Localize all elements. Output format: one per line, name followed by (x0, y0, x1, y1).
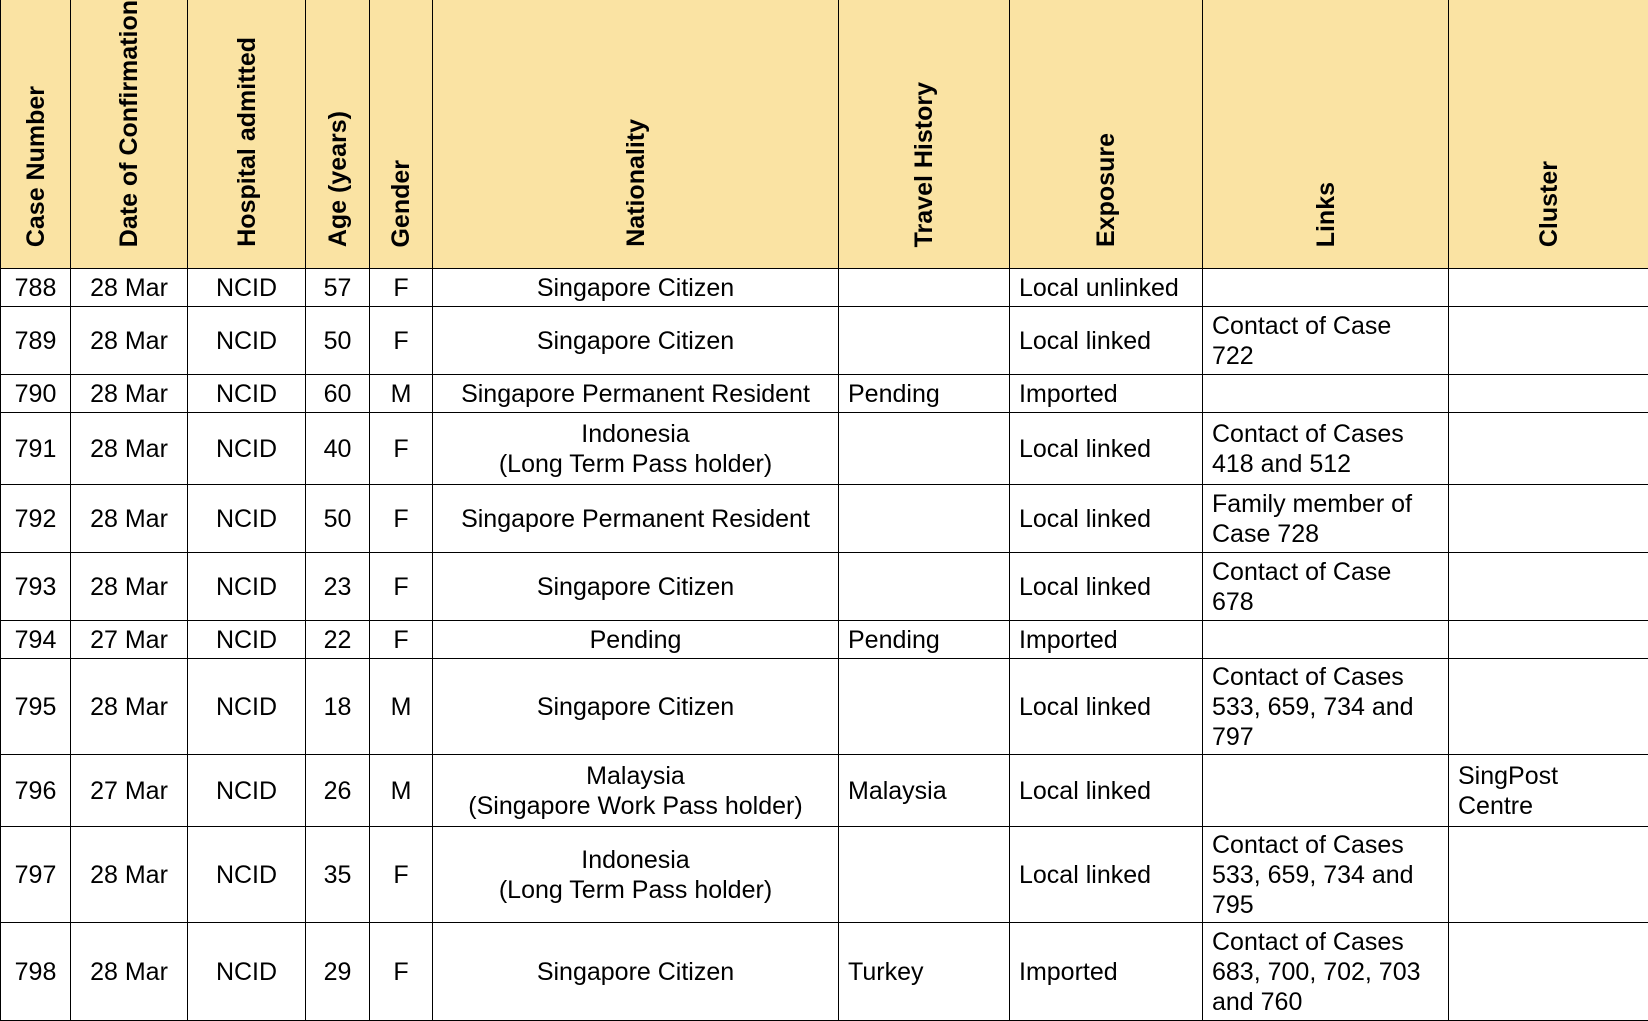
date-cell (71, 553, 188, 621)
age-value: 50 (324, 327, 352, 355)
hospital-cell (188, 553, 306, 621)
table-row (1, 621, 1648, 659)
links-value: Contact of Case 722 (1212, 312, 1391, 370)
hospital-cell (188, 413, 306, 485)
links-cell (1203, 553, 1449, 621)
gender-cell (370, 375, 433, 413)
links-value: Contact of Cases 533, 659, 734 and 797 (1212, 663, 1414, 751)
case-cell (1, 307, 71, 375)
age-cell (306, 923, 370, 1021)
date-value: 27 Mar (90, 626, 168, 654)
hospital-value: NCID (216, 626, 277, 654)
age-cell (306, 659, 370, 755)
hospital-cell (188, 375, 306, 413)
nationality-value: Singapore Citizen (537, 958, 734, 986)
exposure-value: Local linked (1019, 777, 1151, 805)
links-cell (1203, 923, 1449, 1021)
gender-value: F (393, 958, 408, 986)
nationality-cell (433, 659, 839, 755)
nationality-value: Singapore Permanent Resident (461, 380, 810, 408)
travel-cell (839, 269, 1010, 307)
gender-value: F (393, 505, 408, 533)
table-row (1, 413, 1648, 485)
date-cell (71, 755, 188, 827)
date-cell (71, 659, 188, 755)
case-value: 790 (15, 380, 57, 408)
case-value: 794 (15, 626, 57, 654)
nationality-cell (433, 307, 839, 375)
gender-value: F (393, 861, 408, 889)
date-cell (71, 413, 188, 485)
header-case-number-label: Case Number (21, 86, 51, 261)
travel-value: Turkey (848, 958, 923, 986)
case-cell (1, 375, 71, 413)
hospital-cell (188, 485, 306, 553)
exposure-value: Local linked (1019, 861, 1151, 889)
age-value: 22 (324, 626, 352, 654)
exposure-value: Imported (1019, 626, 1118, 654)
case-cell (1, 413, 71, 485)
exposure-cell (1010, 375, 1203, 413)
exposure-value: Local linked (1019, 573, 1151, 601)
links-value: Contact of Case 678 (1212, 558, 1391, 616)
hospital-cell (188, 307, 306, 375)
age-value: 40 (324, 435, 352, 463)
travel-cell (839, 923, 1010, 1021)
hospital-cell (188, 621, 306, 659)
exposure-value: Local linked (1019, 327, 1151, 355)
nationality-value: Singapore Citizen (537, 327, 734, 355)
case-value: 793 (15, 573, 57, 601)
nationality-cell (433, 827, 839, 923)
gender-value: F (393, 435, 408, 463)
age-cell (306, 553, 370, 621)
header-links-label: Links (1311, 182, 1341, 261)
gender-cell (370, 659, 433, 755)
nationality-cell (433, 755, 839, 827)
links-cell (1203, 755, 1449, 827)
header-travel-history-label: Travel History (909, 82, 939, 261)
case-cell (1, 659, 71, 755)
date-value: 28 Mar (90, 435, 168, 463)
gender-cell (370, 307, 433, 375)
nationality-value: Singapore Citizen (537, 274, 734, 302)
links-cell (1203, 659, 1449, 755)
date-value: 28 Mar (90, 573, 168, 601)
header-hospital-admitted (188, 0, 306, 269)
case-cell (1, 827, 71, 923)
exposure-cell (1010, 621, 1203, 659)
table-header-row (1, 0, 1648, 269)
cluster-cell (1449, 485, 1648, 553)
gender-value: F (393, 274, 408, 302)
case-value: 795 (15, 693, 57, 721)
hospital-cell (188, 755, 306, 827)
links-cell (1203, 827, 1449, 923)
age-cell (306, 375, 370, 413)
age-cell (306, 269, 370, 307)
date-cell (71, 621, 188, 659)
header-nationality (433, 0, 839, 269)
hospital-value: NCID (216, 327, 277, 355)
gender-value: M (391, 380, 412, 408)
case-value: 797 (15, 861, 57, 889)
age-value: 57 (324, 274, 352, 302)
links-cell (1203, 269, 1449, 307)
links-cell (1203, 485, 1449, 553)
travel-value: Pending (848, 380, 940, 408)
age-value: 50 (324, 505, 352, 533)
date-value: 28 Mar (90, 505, 168, 533)
header-gender-label: Gender (386, 160, 416, 262)
gender-cell (370, 553, 433, 621)
case-cell (1, 621, 71, 659)
links-cell (1203, 413, 1449, 485)
cluster-value: SingPost Centre (1458, 762, 1558, 820)
gender-value: F (393, 573, 408, 601)
age-cell (306, 307, 370, 375)
exposure-value: Local linked (1019, 505, 1151, 533)
travel-cell (839, 485, 1010, 553)
nationality-value: Indonesia (Long Term Pass holder) (499, 420, 772, 478)
date-value: 28 Mar (90, 693, 168, 721)
table-row (1, 923, 1648, 1021)
table-row (1, 485, 1648, 553)
travel-value: Malaysia (848, 777, 947, 805)
exposure-value: Imported (1019, 958, 1118, 986)
table-row (1, 553, 1648, 621)
case-cell (1, 923, 71, 1021)
header-gender (370, 0, 433, 269)
cluster-cell (1449, 621, 1648, 659)
cluster-cell (1449, 553, 1648, 621)
date-cell (71, 827, 188, 923)
age-cell (306, 413, 370, 485)
date-cell (71, 375, 188, 413)
date-value: 28 Mar (90, 380, 168, 408)
table-body (1, 269, 1648, 1021)
nationality-cell (433, 923, 839, 1021)
gender-value: F (393, 626, 408, 654)
hospital-cell (188, 269, 306, 307)
gender-value: F (393, 327, 408, 355)
travel-cell (839, 307, 1010, 375)
exposure-cell (1010, 413, 1203, 485)
header-links (1203, 0, 1449, 269)
table-row (1, 827, 1648, 923)
links-cell (1203, 621, 1449, 659)
nationality-value: Malaysia (Singapore Work Pass holder) (468, 762, 802, 820)
exposure-value: Local unlinked (1019, 274, 1179, 302)
exposure-cell (1010, 659, 1203, 755)
nationality-value: Singapore Citizen (537, 693, 734, 721)
hospital-cell (188, 923, 306, 1021)
hospital-value: NCID (216, 777, 277, 805)
cluster-cell (1449, 269, 1648, 307)
header-cluster (1449, 0, 1648, 269)
exposure-cell (1010, 755, 1203, 827)
case-cell (1, 553, 71, 621)
exposure-cell (1010, 485, 1203, 553)
date-value: 28 Mar (90, 274, 168, 302)
case-cell (1, 755, 71, 827)
age-value: 60 (324, 380, 352, 408)
travel-cell (839, 621, 1010, 659)
nationality-cell (433, 485, 839, 553)
exposure-value: Local linked (1019, 435, 1151, 463)
travel-cell (839, 659, 1010, 755)
header-date-of-confirmation (71, 0, 188, 269)
gender-cell (370, 413, 433, 485)
case-value: 796 (15, 777, 57, 805)
nationality-value: Indonesia (Long Term Pass holder) (499, 846, 772, 904)
case-value: 791 (15, 435, 57, 463)
header-nationality-label: Nationality (621, 119, 651, 261)
cluster-cell (1449, 375, 1648, 413)
age-value: 26 (324, 777, 352, 805)
exposure-value: Imported (1019, 380, 1118, 408)
exposure-cell (1010, 307, 1203, 375)
travel-value: Pending (848, 626, 940, 654)
cluster-cell (1449, 923, 1648, 1021)
nationality-cell (433, 269, 839, 307)
gender-cell (370, 923, 433, 1021)
date-value: 28 Mar (90, 327, 168, 355)
exposure-cell (1010, 923, 1203, 1021)
age-cell (306, 755, 370, 827)
hospital-value: NCID (216, 958, 277, 986)
header-exposure-label: Exposure (1091, 133, 1121, 261)
gender-cell (370, 621, 433, 659)
links-value: Family member of Case 728 (1212, 490, 1412, 548)
exposure-cell (1010, 827, 1203, 923)
cluster-cell (1449, 827, 1648, 923)
date-value: 28 Mar (90, 958, 168, 986)
case-value: 792 (15, 505, 57, 533)
table-row (1, 307, 1648, 375)
links-value: Contact of Cases 533, 659, 734 and 795 (1212, 831, 1414, 919)
hospital-value: NCID (216, 274, 277, 302)
header-exposure (1010, 0, 1203, 269)
header-travel-history (839, 0, 1010, 269)
links-cell (1203, 307, 1449, 375)
travel-cell (839, 413, 1010, 485)
case-cell (1, 485, 71, 553)
age-value: 35 (324, 861, 352, 889)
date-cell (71, 923, 188, 1021)
hospital-value: NCID (216, 693, 277, 721)
date-cell (71, 485, 188, 553)
links-value: Contact of Cases 418 and 512 (1212, 420, 1404, 478)
travel-cell (839, 755, 1010, 827)
gender-cell (370, 485, 433, 553)
case-value: 788 (15, 274, 57, 302)
nationality-cell (433, 621, 839, 659)
nationality-cell (433, 375, 839, 413)
age-value: 23 (324, 573, 352, 601)
date-cell (71, 269, 188, 307)
hospital-value: NCID (216, 573, 277, 601)
case-value: 798 (15, 958, 57, 986)
gender-value: M (391, 777, 412, 805)
date-cell (71, 307, 188, 375)
table-row (1, 755, 1648, 827)
travel-cell (839, 375, 1010, 413)
hospital-value: NCID (216, 435, 277, 463)
cluster-cell (1449, 413, 1648, 485)
age-cell (306, 621, 370, 659)
gender-cell (370, 755, 433, 827)
header-cluster-label: Cluster (1534, 161, 1564, 261)
cluster-cell (1449, 307, 1648, 375)
exposure-value: Local linked (1019, 693, 1151, 721)
age-cell (306, 485, 370, 553)
table-row (1, 269, 1648, 307)
links-cell (1203, 375, 1449, 413)
hospital-cell (188, 659, 306, 755)
nationality-value: Singapore Permanent Resident (461, 505, 810, 533)
table-row (1, 375, 1648, 413)
age-value: 29 (324, 958, 352, 986)
date-value: 27 Mar (90, 777, 168, 805)
nationality-value: Singapore Citizen (537, 573, 734, 601)
header-case-number (1, 0, 71, 269)
table-row (1, 659, 1648, 755)
nationality-cell (433, 553, 839, 621)
exposure-cell (1010, 553, 1203, 621)
travel-cell (839, 827, 1010, 923)
case-cell (1, 269, 71, 307)
nationality-value: Pending (590, 626, 682, 654)
exposure-cell (1010, 269, 1203, 307)
cluster-cell (1449, 659, 1648, 755)
cluster-cell (1449, 755, 1648, 827)
nationality-cell (433, 413, 839, 485)
hospital-value: NCID (216, 380, 277, 408)
travel-cell (839, 553, 1010, 621)
links-value: Contact of Cases 683, 700, 702, 703 and 760 (1212, 928, 1421, 1016)
case-value: 789 (15, 327, 57, 355)
header-hospital-admitted-label: Hospital admitted (232, 37, 262, 261)
date-value: 28 Mar (90, 861, 168, 889)
age-cell (306, 827, 370, 923)
gender-cell (370, 269, 433, 307)
header-date-of-confirmation-label: Date of Confirmation (114, 0, 144, 261)
header-age (306, 0, 370, 269)
age-value: 18 (324, 693, 352, 721)
hospital-value: NCID (216, 505, 277, 533)
hospital-cell (188, 827, 306, 923)
hospital-value: NCID (216, 861, 277, 889)
gender-cell (370, 827, 433, 923)
header-age-label: Age (years) (323, 111, 353, 261)
gender-value: M (391, 693, 412, 721)
